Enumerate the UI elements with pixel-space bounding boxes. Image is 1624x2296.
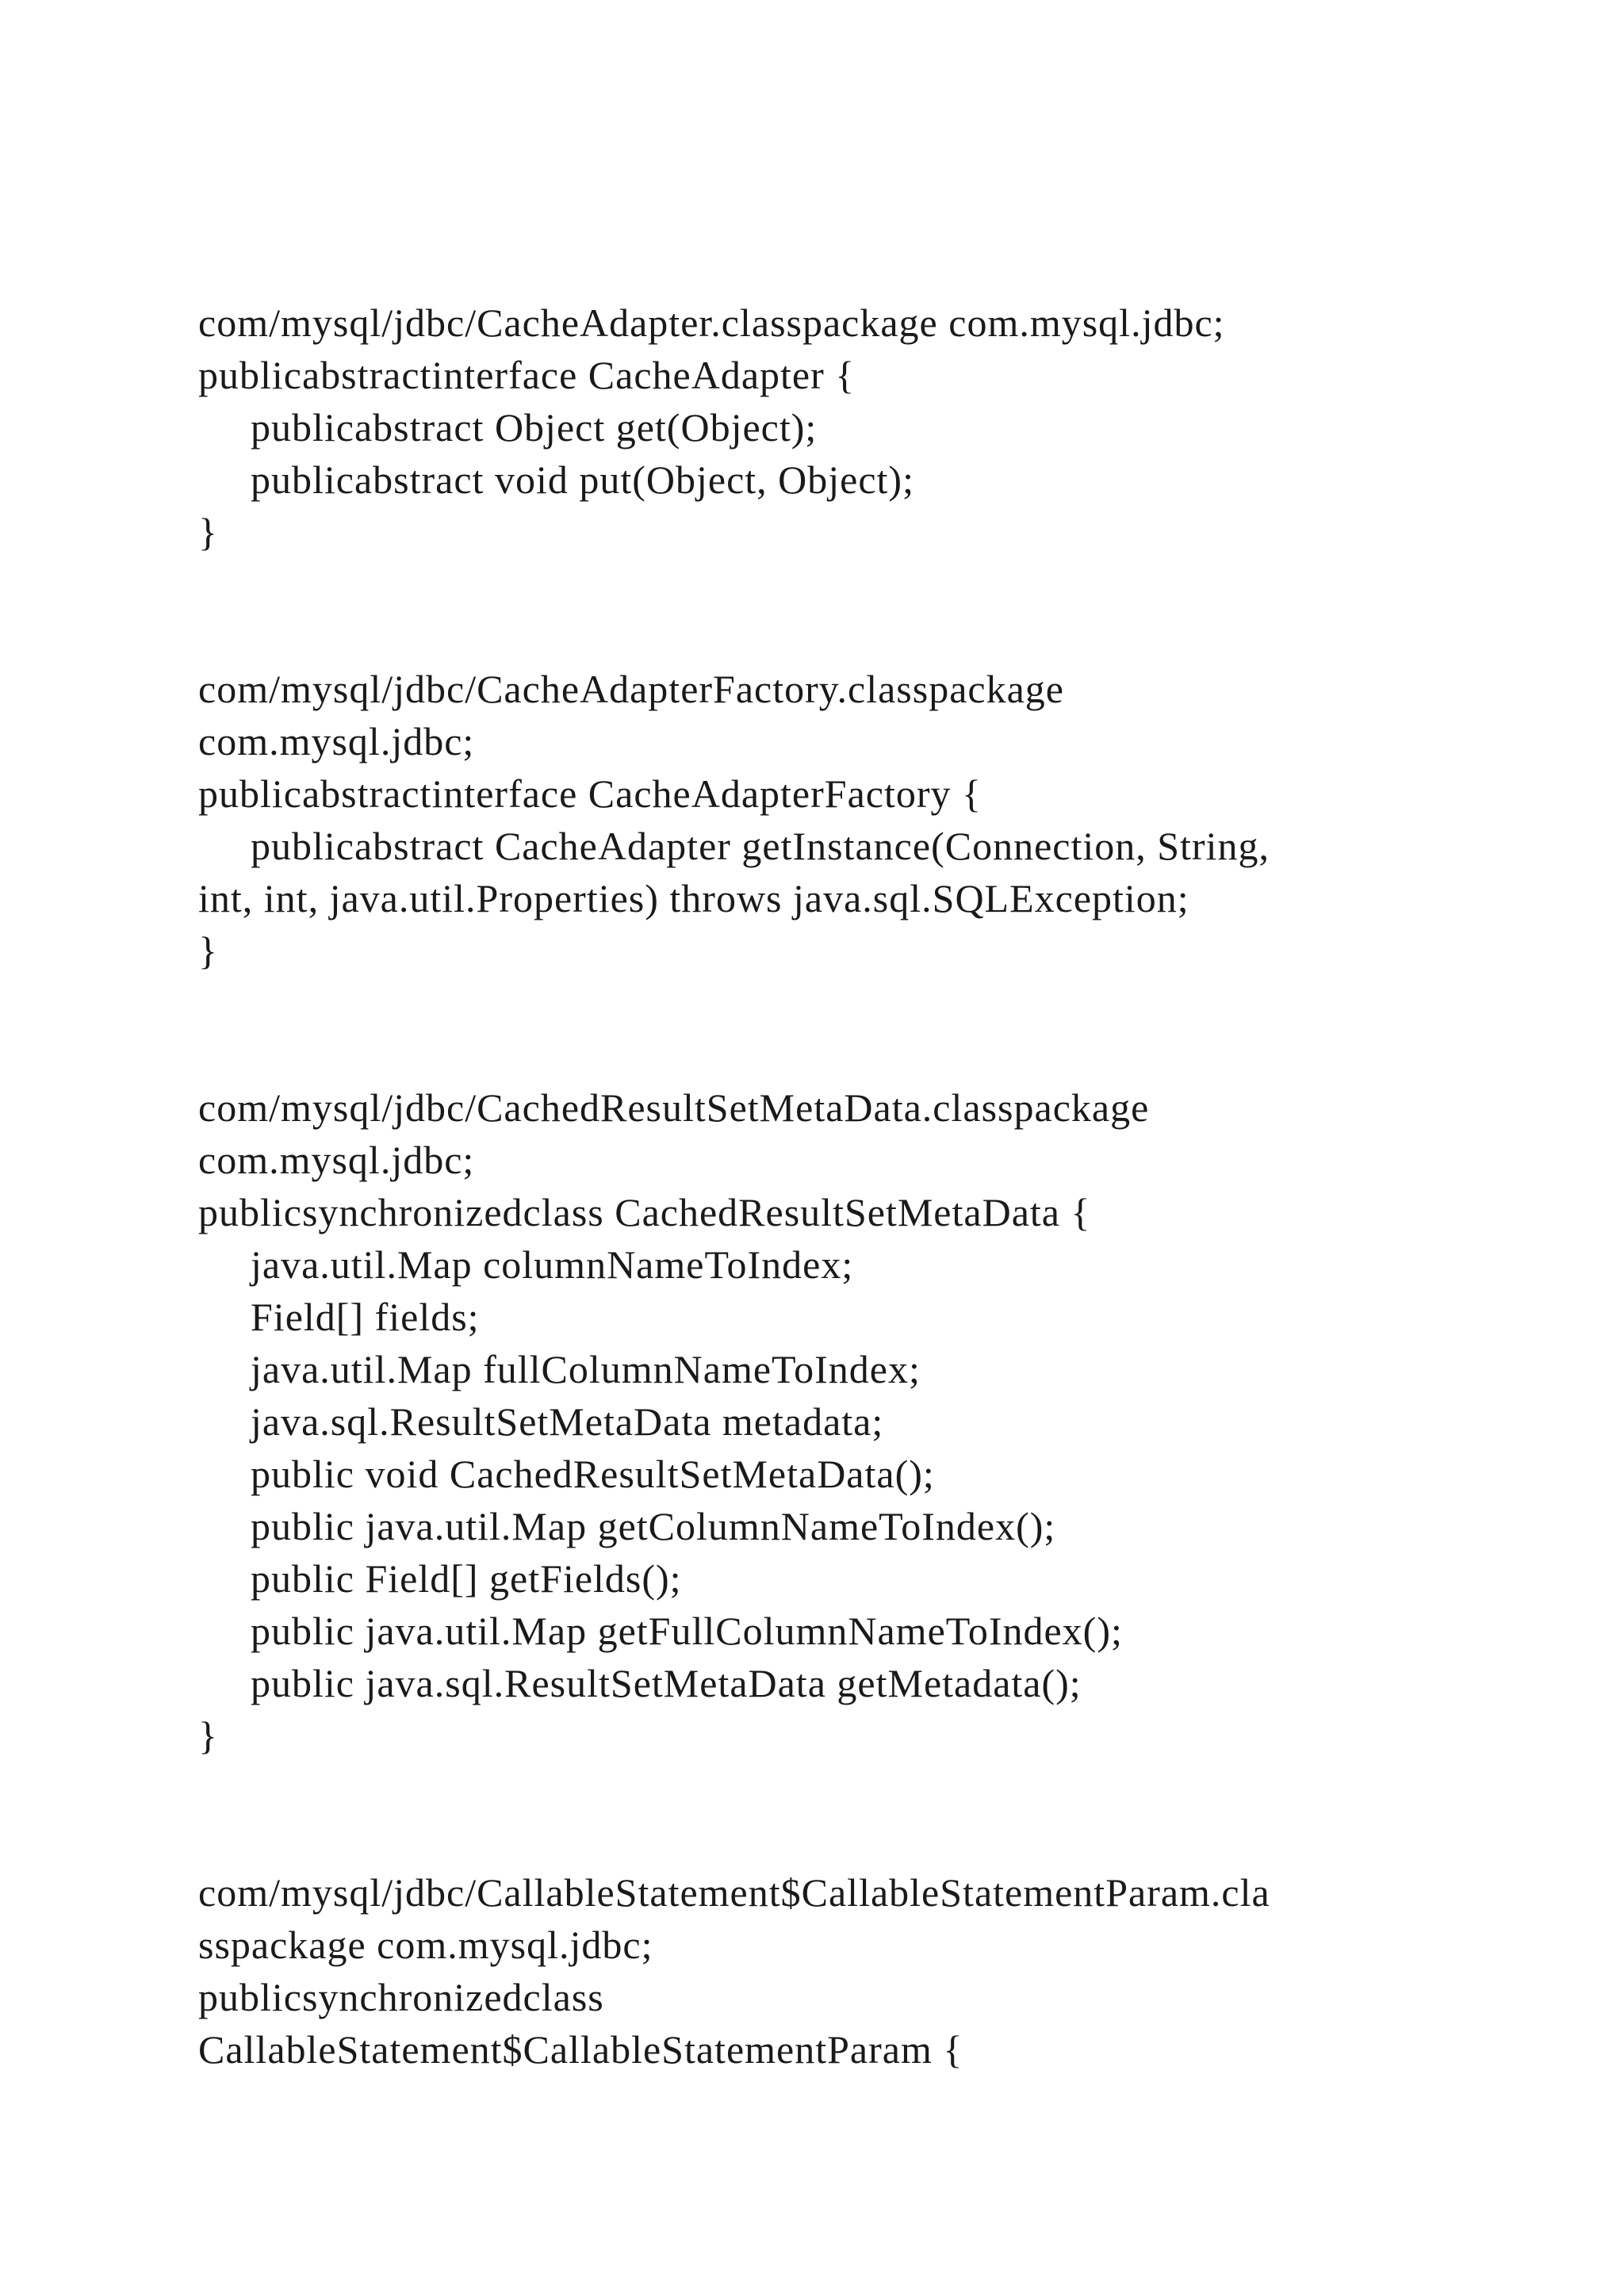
text-line: publicabstract void put(Object, Object); [251, 457, 914, 502]
text-line: public java.util.Map getFullColumnNameToIndex(); [251, 1609, 1123, 1653]
text-line: com/mysql/jdbc/CacheAdapterFactory.classpackage [198, 667, 1064, 711]
blank-line [198, 1029, 1546, 1081]
text-line: publicabstract Object get(Object); [251, 405, 818, 450]
text-line: com/mysql/jdbc/CallableStatement$CallableStatementParam.cla [198, 1870, 1270, 1915]
text-line: public java.util.Map getColumnNameToIndex(); [251, 1504, 1056, 1548]
text-line: java.util.Map fullColumnNameToIndex; [251, 1347, 921, 1391]
text-line: publicabstract CacheAdapter getInstance(Connection, String, [251, 824, 1270, 868]
text-line: } [198, 1713, 218, 1758]
text-line: com.mysql.jdbc; [198, 1138, 475, 1182]
document-body [198, 297, 1546, 2076]
blank-line [198, 1814, 1546, 1866]
text-line: com/mysql/jdbc/CachedResultSetMetaData.classpackage [198, 1085, 1150, 1130]
text-line: CallableStatement$CallableStatementParam { [198, 2027, 963, 2072]
text-line: publicsynchronizedclass [198, 1975, 604, 2019]
blank-line [198, 1762, 1546, 1814]
blank-line [198, 610, 1546, 663]
text-line: com/mysql/jdbc/CacheAdapter.classpackage com.mysql.jdbc; [198, 300, 1225, 345]
text-line: java.sql.ResultSetMetaData metadata; [251, 1399, 884, 1444]
text-line: publicabstractinterface CacheAdapter { [198, 353, 856, 397]
text-line: int, int, java.util.Properties) throws java.sql.SQLException; [198, 876, 1189, 920]
text-line: sspackage com.mysql.jdbc; [198, 1923, 653, 1967]
text-line: Field[] fields; [251, 1295, 480, 1339]
text-line: } [198, 928, 218, 973]
text-line: } [198, 510, 218, 554]
text-line: public void CachedResultSetMetaData(); [251, 1452, 935, 1496]
text-line: publicsynchronizedclass CachedResultSetMetaData { [198, 1190, 1091, 1234]
blank-line [198, 558, 1546, 610]
text-line: public Field[] getFields(); [251, 1556, 682, 1601]
blank-line [198, 977, 1546, 1029]
text-line: java.util.Map columnNameToIndex; [251, 1242, 854, 1287]
text-line: public java.sql.ResultSetMetaData getMetadata(); [251, 1661, 1082, 1705]
text-line: com.mysql.jdbc; [198, 719, 475, 763]
text-line: publicabstractinterface CacheAdapterFactory { [198, 771, 982, 816]
